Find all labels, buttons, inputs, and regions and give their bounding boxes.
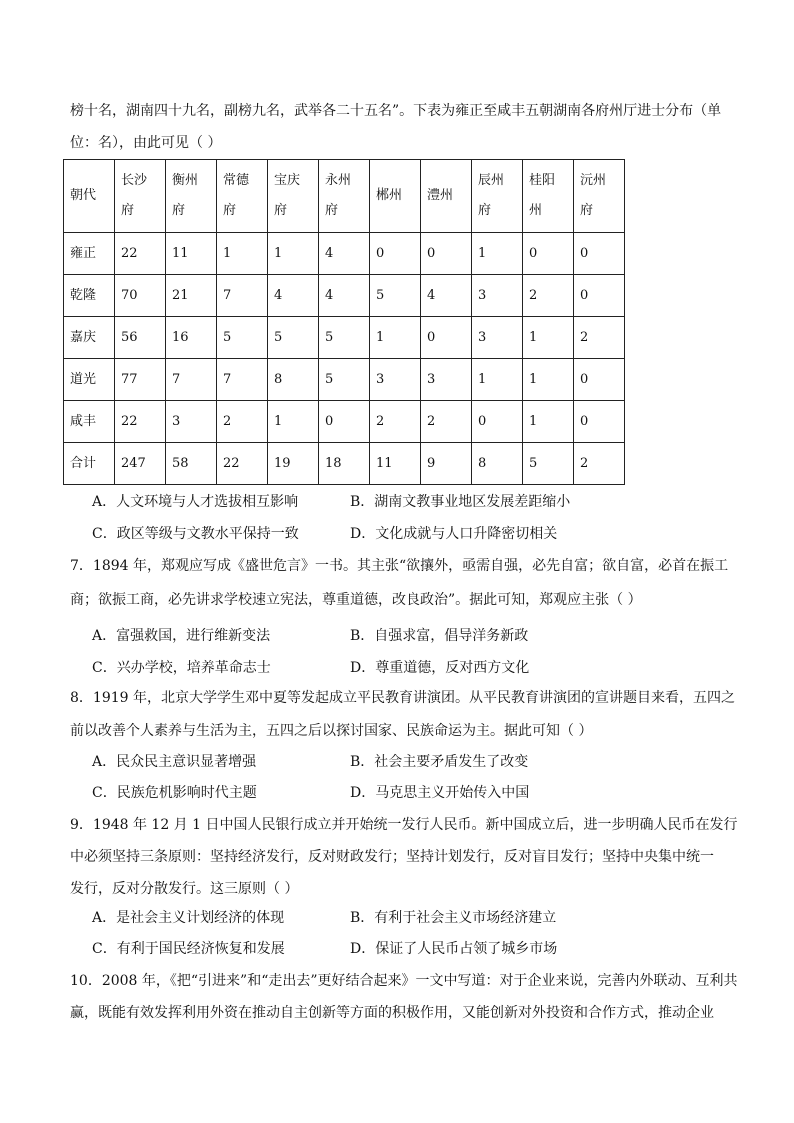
q8-stem-line-1: 8．1919 年，北京大学学生邓中夏等发起成立平民教育讲演团。从平民教育讲演团的宣讲题目来看，五四之 <box>70 690 735 706</box>
table-cell: 咸丰 <box>64 401 115 443</box>
table-cell: 18 <box>319 443 370 485</box>
q6-option-b[interactable]: B．湖南文教事业地区发展差距缩小 <box>350 494 571 510</box>
table-cell: 11 <box>166 233 217 275</box>
q7-option-b[interactable]: B．自强求富，倡导洋务新政 <box>350 628 529 644</box>
table-cell: 19 <box>268 443 319 485</box>
table-header-cell: 桂阳 州 <box>523 160 574 233</box>
table-cell: 道光 <box>64 359 115 401</box>
q7-options-row-1 <box>92 625 732 647</box>
q8-options-row-1 <box>92 751 732 773</box>
table-row <box>64 401 625 443</box>
q7-stem-line-1: 7．1894 年，郑观应写成《盛世危言》一书。其主张“欲攘外，亟需自强，必先自富；欲自富，必首在振工 <box>70 558 729 574</box>
table-cell: 3 <box>472 317 523 359</box>
table-row <box>64 317 625 359</box>
table-header-cell: 辰州 府 <box>472 160 523 233</box>
table-cell: 5 <box>370 275 421 317</box>
table-cell: 3 <box>370 359 421 401</box>
table-header-row <box>64 160 625 233</box>
table-cell: 3 <box>472 275 523 317</box>
table-cell: 1 <box>370 317 421 359</box>
q9-option-c[interactable]: C．有利于国民经济恢复和发展 <box>92 941 285 957</box>
table-cell: 16 <box>166 317 217 359</box>
q6-option-a[interactable]: A．人文环境与人才选拔相互影响 <box>92 494 299 510</box>
q9-options-row-1 <box>92 907 732 929</box>
table-cell: 5 <box>217 317 268 359</box>
table-cell: 2 <box>523 275 574 317</box>
table-cell: 2 <box>370 401 421 443</box>
table-cell: 4 <box>421 275 472 317</box>
table-header-cell: 永州 府 <box>319 160 370 233</box>
table-cell: 1 <box>523 359 574 401</box>
q8-options-row-2 <box>92 782 732 804</box>
table-header-cell: 朝代 <box>64 160 115 233</box>
q7-option-c[interactable]: C．兴办学校，培养革命志士 <box>92 660 271 676</box>
q9-option-a[interactable]: A．是社会主义计划经济的体现 <box>92 910 285 926</box>
q7-option-d[interactable]: D．尊重道德，反对西方文化 <box>350 660 530 676</box>
table-cell: 70 <box>115 275 166 317</box>
table-cell: 9 <box>421 443 472 485</box>
table-row <box>64 275 625 317</box>
q9-option-b[interactable]: B．有利于社会主义市场经济建立 <box>350 910 557 926</box>
table-cell: 1 <box>472 359 523 401</box>
table-cell: 3 <box>421 359 472 401</box>
table-cell: 合计 <box>64 443 115 485</box>
table-cell: 0 <box>574 233 625 275</box>
table-cell: 5 <box>523 443 574 485</box>
table-cell: 0 <box>421 317 472 359</box>
table-cell: 8 <box>268 359 319 401</box>
table-cell: 22 <box>115 401 166 443</box>
table-cell: 2 <box>217 401 268 443</box>
q10-stem-line-2: 赢，既能有效发挥利用外资在推动自主创新等方面的积极作用，又能创新对外投资和合作方式，推动企业 <box>70 1005 714 1021</box>
table-cell: 0 <box>574 275 625 317</box>
table-cell: 乾隆 <box>64 275 115 317</box>
table-cell: 7 <box>217 359 268 401</box>
table-header-cell: 衡州 府 <box>166 160 217 233</box>
table-cell: 56 <box>115 317 166 359</box>
q10-stem-line-1: 10．2008 年，《把“引进来”和“走出去”更好结合起来》一文中写道：对于企业来说，完善内外联动、互利共 <box>70 973 738 989</box>
q7-stem-line-2: 商；欲振工商，必先讲求学校速立宪法，尊重道德，改良政治”。据此可知，郑观应主张（ ） <box>70 592 642 608</box>
table-cell: 2 <box>574 317 625 359</box>
table-cell: 58 <box>166 443 217 485</box>
table-cell: 1 <box>268 233 319 275</box>
table-header-cell: 沅州 府 <box>574 160 625 233</box>
q8-option-d[interactable]: D．马克思主义开始传入中国 <box>350 785 530 801</box>
table-cell: 5 <box>319 317 370 359</box>
q8-option-c[interactable]: C．民族危机影响时代主题 <box>92 785 257 801</box>
q9-stem-line-1: 9．1948 年 12 月 1 日中国人民银行成立并开始统一发行人民币。新中国成立后，进一步明确人民币在发行 <box>70 817 738 833</box>
table-cell: 4 <box>268 275 319 317</box>
q8-option-b[interactable]: B．社会主要矛盾发生了改变 <box>350 754 529 770</box>
table-cell: 0 <box>574 401 625 443</box>
table-cell: 0 <box>421 233 472 275</box>
table-cell: 0 <box>523 233 574 275</box>
jinshi-distribution-table <box>63 159 625 485</box>
table-cell: 4 <box>319 275 370 317</box>
q9-options-row-2 <box>92 938 732 960</box>
table-header-cell: 长沙 府 <box>115 160 166 233</box>
table-cell: 247 <box>115 443 166 485</box>
table-row <box>64 233 625 275</box>
table-header-cell: 宝庆 府 <box>268 160 319 233</box>
table-cell: 0 <box>319 401 370 443</box>
table-cell: 7 <box>217 275 268 317</box>
table-cell: 1 <box>523 401 574 443</box>
table-cell: 嘉庆 <box>64 317 115 359</box>
table-cell: 11 <box>370 443 421 485</box>
q9-stem-line-3: 发行，反对分散发行。这三原则（ ） <box>70 881 299 897</box>
table-cell: 0 <box>370 233 421 275</box>
table-cell: 0 <box>574 359 625 401</box>
table-cell: 3 <box>166 401 217 443</box>
table-cell: 7 <box>166 359 217 401</box>
table-header-cell: 澧州 <box>421 160 472 233</box>
table-row <box>64 359 625 401</box>
table-cell: 8 <box>472 443 523 485</box>
table-cell: 5 <box>319 359 370 401</box>
table-cell: 2 <box>574 443 625 485</box>
table-cell: 1 <box>217 233 268 275</box>
table-header-cell: 郴州 <box>370 160 421 233</box>
q6-stem-line-2: 位：名），由此可见（ ） <box>70 135 222 151</box>
table-cell: 22 <box>217 443 268 485</box>
q7-options-row-2 <box>92 657 732 679</box>
table-cell: 22 <box>115 233 166 275</box>
table-row <box>64 443 625 485</box>
table-cell: 21 <box>166 275 217 317</box>
q6-options-row-2 <box>92 523 732 545</box>
table-cell: 2 <box>421 401 472 443</box>
table-cell: 1 <box>268 401 319 443</box>
q6-option-d[interactable]: D．文化成就与人口升降密切相关 <box>350 526 558 542</box>
q6-options-row-1 <box>92 491 732 513</box>
table-header-cell: 常德 府 <box>217 160 268 233</box>
table-cell: 1 <box>472 233 523 275</box>
q6-stem-line-1: 榜十名，湖南四十九名，副榜九名，武举各二十五名”。下表为雍正至咸丰五朝湖南各府州厅进士分布（单 <box>70 103 722 119</box>
table-cell: 1 <box>523 317 574 359</box>
q8-stem-line-2: 前以改善个人素养与生活为主，五四之后以探讨国家、民族命运为主。据此可知（ ） <box>70 723 593 739</box>
q9-stem-line-2: 中必须坚持三条原则：坚持经济发行，反对财政发行；坚持计划发行，反对盲目发行；坚持中央集中统一 <box>70 849 714 865</box>
table-cell: 0 <box>472 401 523 443</box>
table-cell: 4 <box>319 233 370 275</box>
q6-option-c[interactable]: C．政区等级与文教水平保持一致 <box>92 526 299 542</box>
table-cell: 5 <box>268 317 319 359</box>
q7-option-a[interactable]: A．富强救国，进行维新变法 <box>92 628 271 644</box>
table-cell: 雍正 <box>64 233 115 275</box>
table-cell: 77 <box>115 359 166 401</box>
q9-option-d[interactable]: D．保证了人民币占领了城乡市场 <box>350 941 558 957</box>
q8-option-a[interactable]: A．民众民主意识显著增强 <box>92 754 257 770</box>
